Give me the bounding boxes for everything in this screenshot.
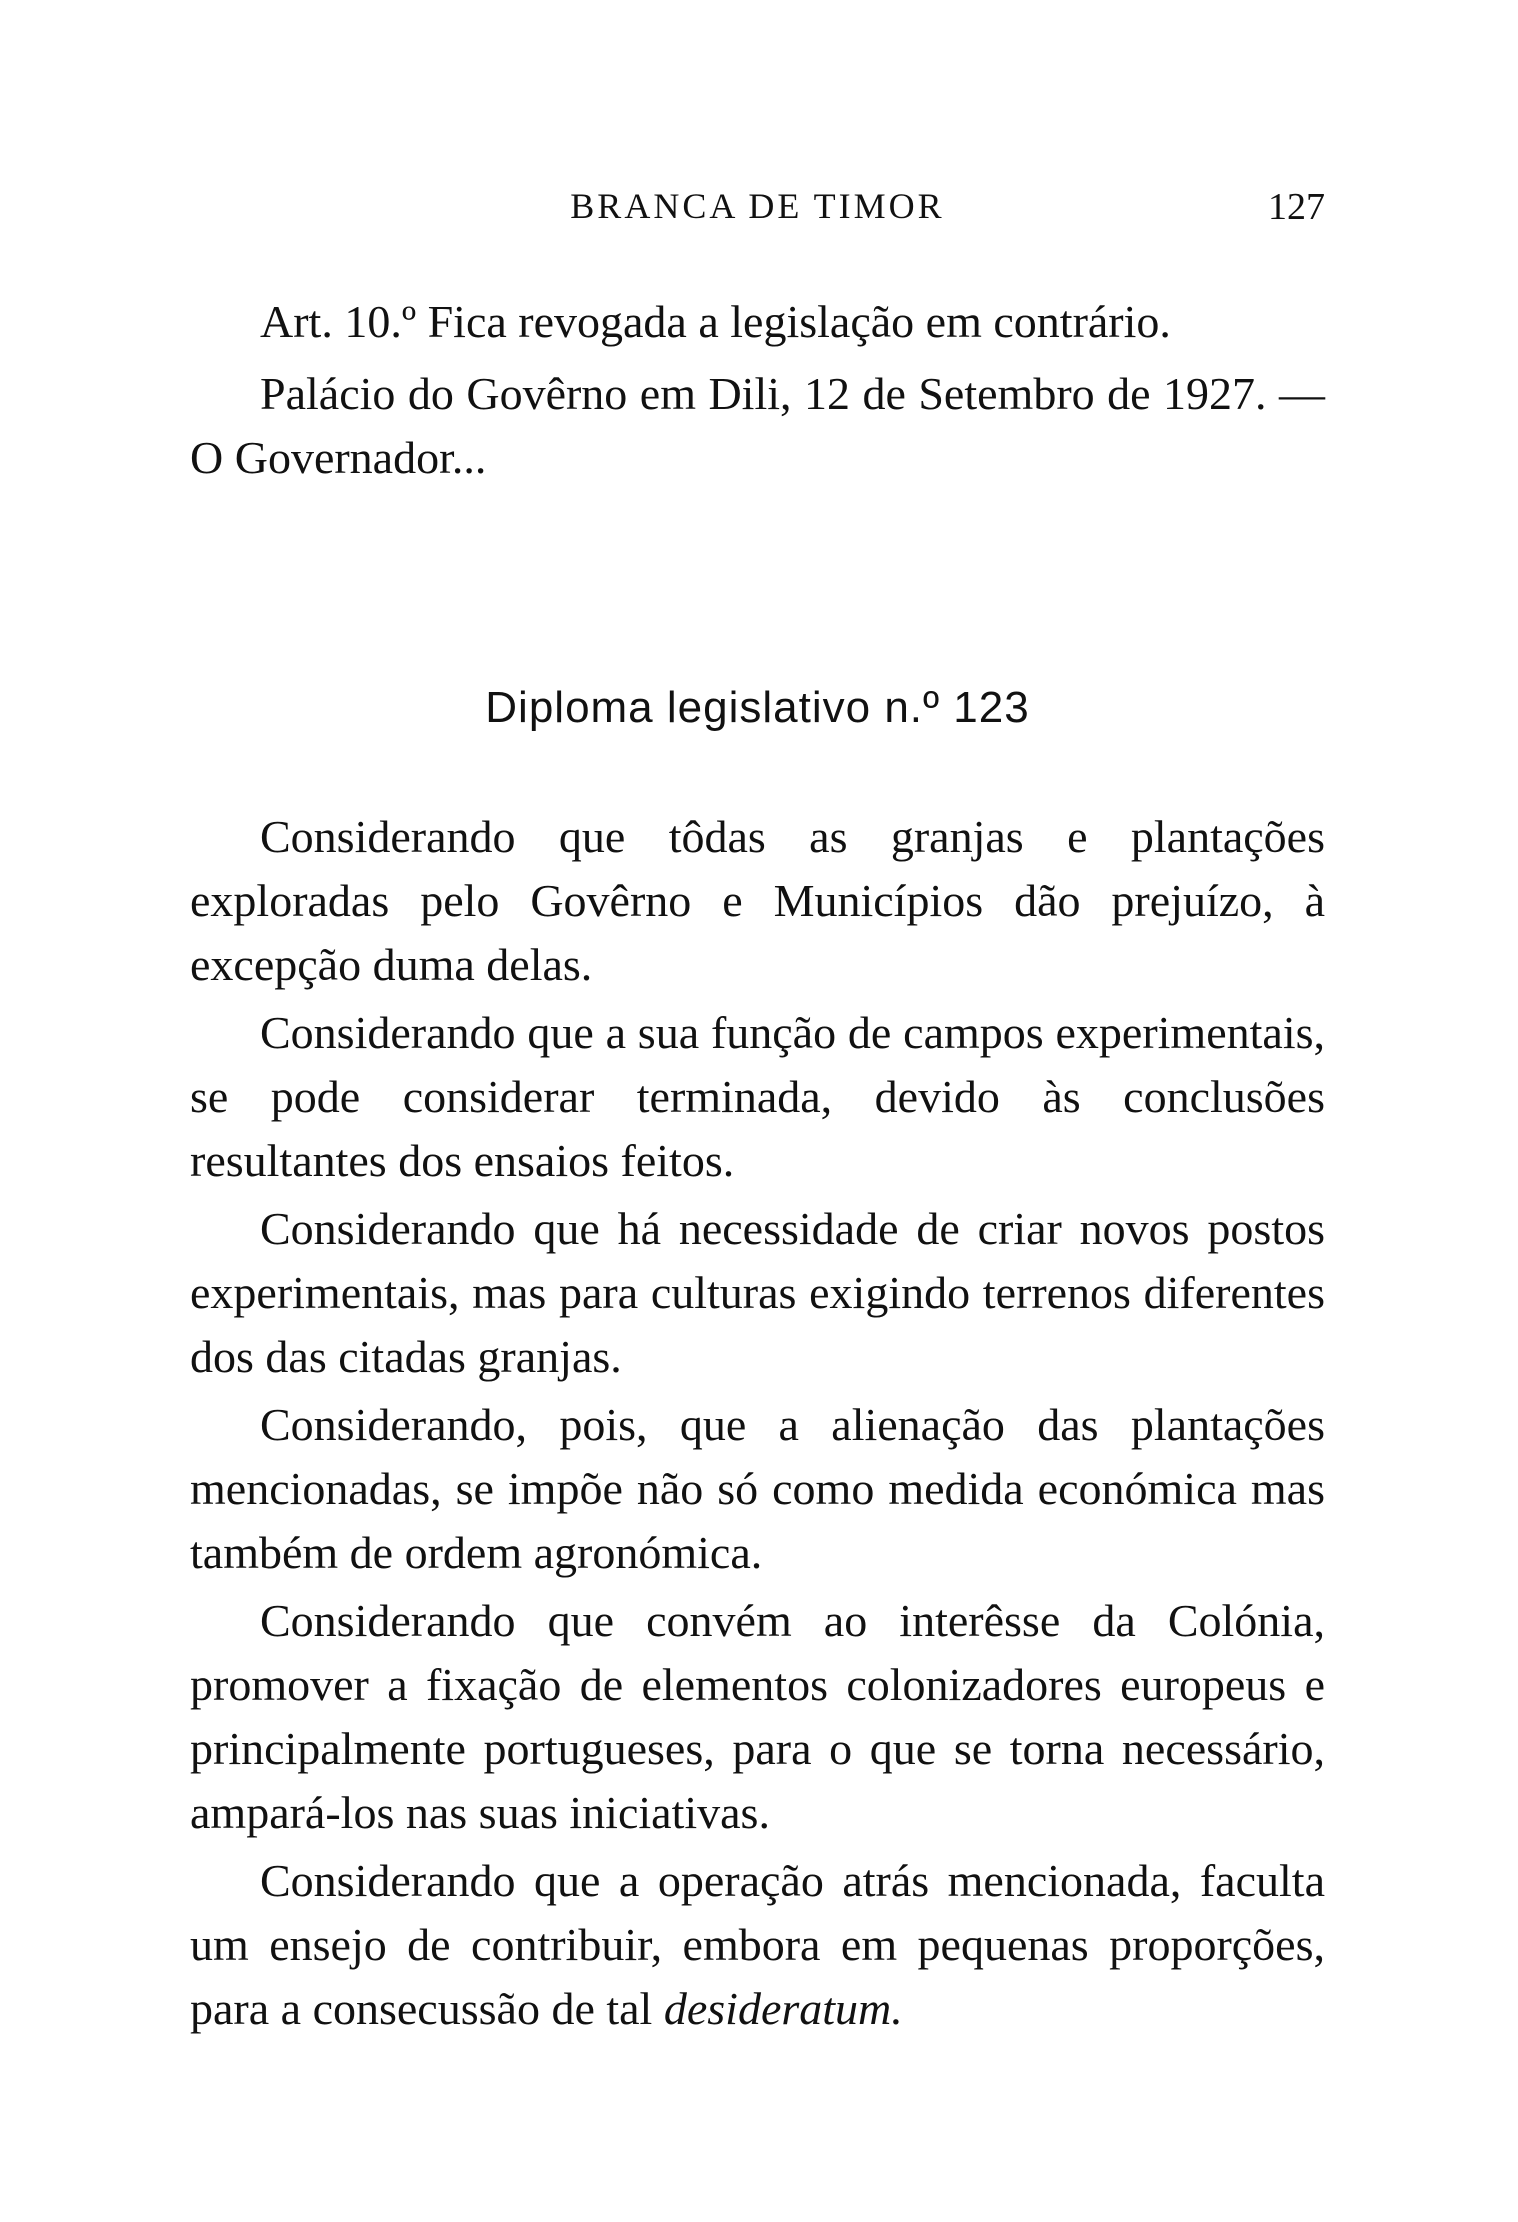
paragraph: Considerando que tôdas as granjas e plantações exploradas pelo Govêrno e Municípios dão prejuízo, à excepção duma delas.	[190, 811, 1325, 990]
running-title: BRANCA DE TIMOR	[570, 186, 945, 226]
paragraph-last-text: Considerando que a operação atrás mencionada, faculta um ensejo de contribuir, embora em pequenas proporções, para a consecussão de tal	[190, 1855, 1325, 2034]
paragraph: Considerando que convém ao interêsse da Colónia, promover a fixação de elementos colonizadores europeus e principalmente portugueses, para o que se torna necessário, ampará-los nas suas iniciativas.	[190, 1595, 1325, 1838]
italic-term: desideratum.	[663, 1983, 903, 2034]
page-number: 127	[1268, 186, 1325, 228]
paragraph-article-10: Art. 10.º Fica revogada a legislação em contrário.	[260, 296, 1171, 347]
considerations-block	[190, 805, 1325, 2041]
article-block	[190, 290, 1325, 490]
section-heading: Diploma legislativo n.º 123	[485, 683, 1030, 732]
page-header	[190, 185, 1325, 245]
paragraph: Considerando que a sua função de campos experimentais, se pode considerar terminada, devido às conclusões resultantes dos ensaios feitos.	[190, 1007, 1325, 1186]
paragraph: Considerando que há necessidade de criar novos postos experimentais, mas para culturas exigindo terrenos diferentes dos das citadas granjas.	[190, 1203, 1325, 1382]
paragraph: Considerando, pois, que a alienação das plantações mencionadas, se impõe não só como medida económica mas também de ordem agronómica.	[190, 1399, 1325, 1578]
paragraph-signature: Palácio do Govêrno em Dili, 12 de Setembro de 1927. — O Governador...	[190, 368, 1325, 483]
paragraph-last	[190, 1849, 1325, 2041]
